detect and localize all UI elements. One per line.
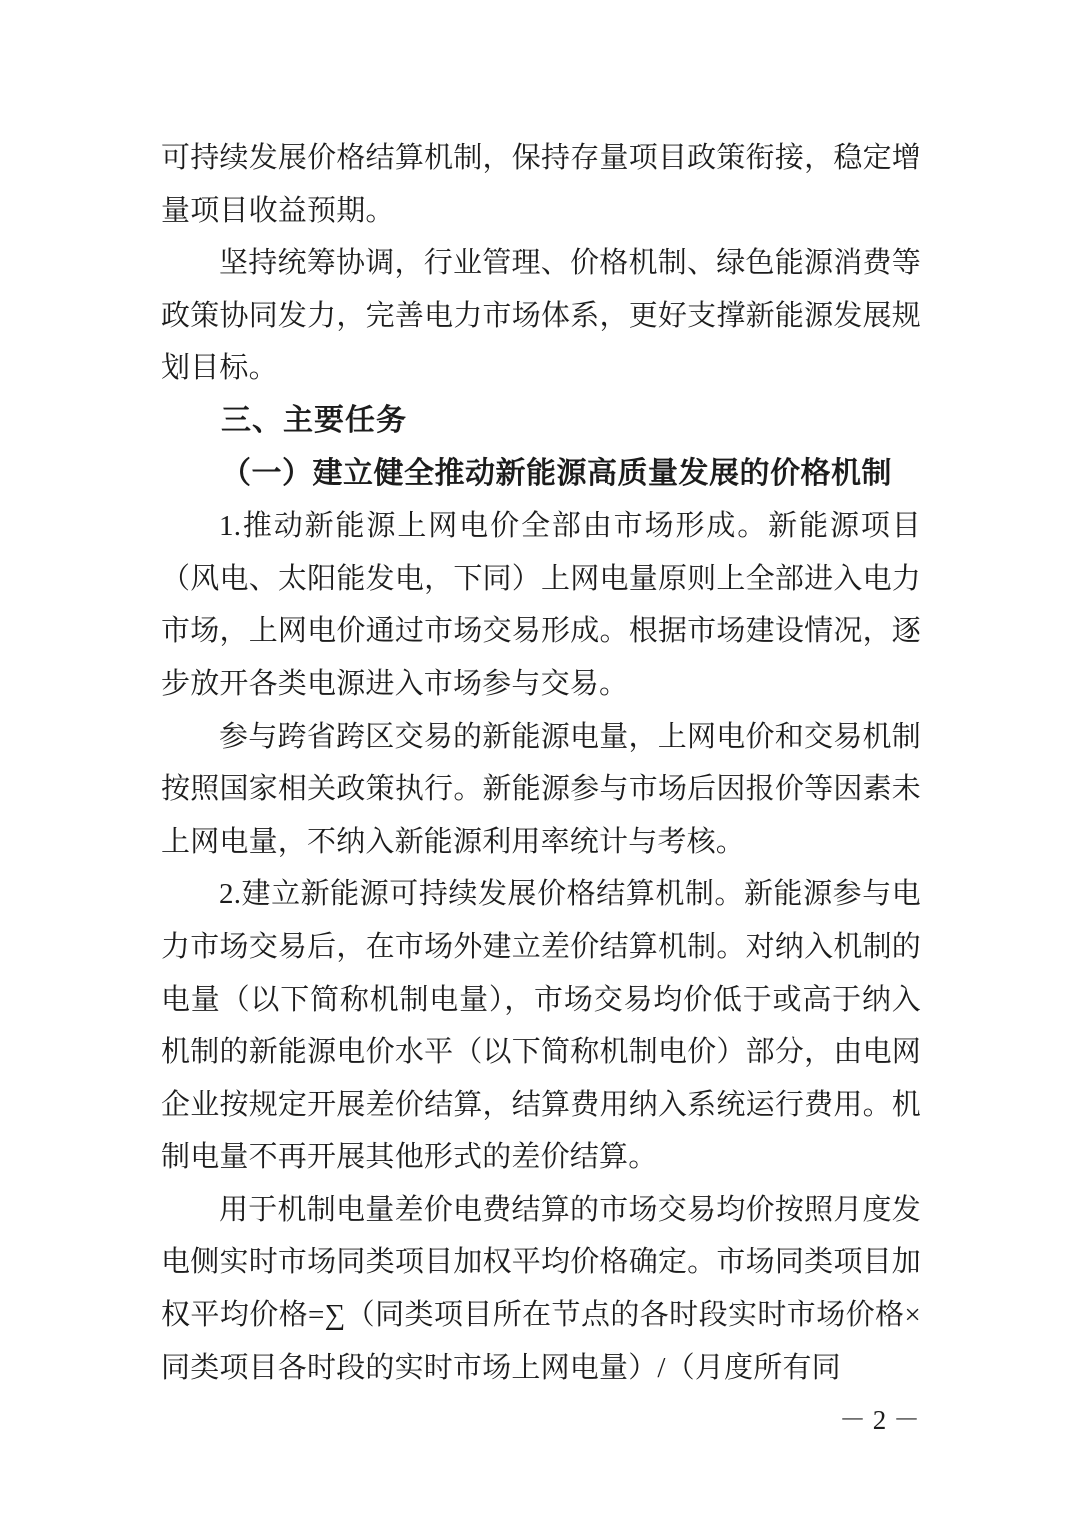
paragraph-continuation: 可持续发展价格结算机制，保持存量项目政策衔接，稳定增量项目收益预期。 xyxy=(161,142,921,227)
paragraph-cutoff: 用于机制电量差价电费结算的市场交易均价按照月度发电侧实时市场同类项目加权平均价格确定。市场同类项目加权平均价格=∑（同类项目所在节点的各时段实时市场价格×同类项目各时段的实时市场上网电量）/（月度所有同 xyxy=(161,1193,921,1384)
page-number: － 2 － xyxy=(839,1405,920,1435)
paragraph: 坚持统筹协调，行业管理、价格机制、绿色能源消费等政策协同发力，完善电力市场体系，更好支撑新能源发展规划目标。 xyxy=(161,247,921,385)
document-body xyxy=(161,132,921,1394)
paragraph-item-1: 1.推动新能源上网电价全部由市场形成。新能源项目（风电、太阳能发电，下同）上网电量原则上全部进入电力市场，上网电价通过市场交易形成。根据市场建设情况，逐步放开各类电源进入市场参与交易。 xyxy=(161,510,921,700)
paragraph-item-2: 2.建立新能源可持续发展价格结算机制。新能源参与电力市场交易后，在市场外建立差价结算机制。对纳入机制的电量（以下简称机制电量），市场交易均价低于或高于纳入机制的新能源电价水平（以下简称机制电价）部分，由电网企业按规定开展差价结算，结算费用纳入系统运行费用。机制电量不再开展其他形式的差价结算。 xyxy=(161,878,921,1174)
paragraph: 参与跨省跨区交易的新能源电量，上网电价和交易机制按照国家相关政策执行。新能源参与市场后因报价等因素未上网电量，不纳入新能源利用率统计与考核。 xyxy=(161,720,921,858)
section-heading: 三、主要任务 xyxy=(221,403,407,437)
subsection-heading: （一）建立健全推动新能源高质量发展的价格机制 xyxy=(221,456,892,490)
